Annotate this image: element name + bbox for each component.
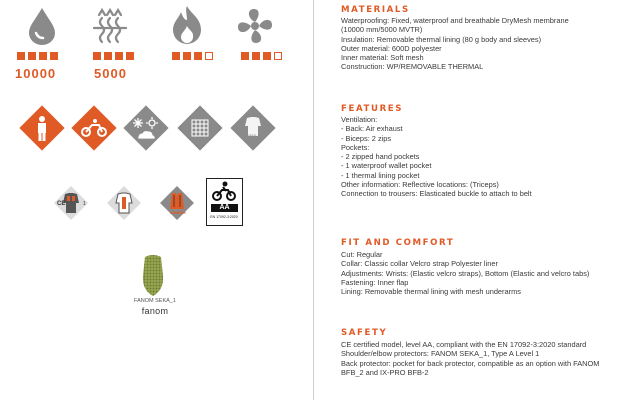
materials-heading: MATERIALS bbox=[341, 5, 410, 15]
breathability-level-bars bbox=[93, 52, 134, 60]
spec-line: - Biceps: 2 zips bbox=[341, 133, 392, 143]
level-square bbox=[172, 52, 180, 60]
safety-list bbox=[341, 340, 599, 377]
usage-person-badge bbox=[18, 104, 66, 152]
level-square bbox=[93, 52, 101, 60]
spec-line: Inner material: Soft mesh bbox=[341, 53, 424, 63]
level-square bbox=[252, 52, 260, 60]
warmth-level-bars bbox=[172, 52, 213, 60]
materials-list bbox=[341, 16, 569, 72]
spec-line: Waterproofing: Fixed, waterproof and breathable DryMesh membrane bbox=[341, 16, 569, 25]
spec-line: - 2 zipped hand pockets bbox=[341, 152, 420, 162]
spec-line: Shoulder/elbow protectors: FANOM SEKA_1, Type A Level 1 bbox=[341, 349, 540, 359]
level-square bbox=[17, 52, 25, 60]
season-weather-badge bbox=[122, 104, 170, 152]
spec-line: Adjustments: Wrists: (Elastic velcro straps), Bottom (Elastic and velcro tabs) bbox=[341, 268, 590, 278]
spec-line: CE certified model, level AA, compliant with the EN 17092-3:2020 standard bbox=[341, 340, 587, 349]
airbag-label: AIRBAG bbox=[170, 210, 186, 215]
ventilation-fan-icon bbox=[235, 6, 275, 51]
spec-line: Other information: Reflective locations: (Triceps) bbox=[341, 180, 499, 190]
spec-line: Back protector: pocket for back protector, compatible as an option with FANOM bbox=[341, 358, 600, 368]
protector-model: FANOM SEKA_1 bbox=[134, 298, 176, 304]
fanom-logo: fanom bbox=[141, 306, 169, 316]
spec-line: (10000 mm/5000 MVTR) bbox=[341, 25, 423, 35]
level-square bbox=[28, 52, 36, 60]
level-square bbox=[39, 52, 47, 60]
warmth-flame-icon bbox=[167, 4, 207, 51]
spec-line: Insulation: Removable thermal lining (80 g body and sleeves) bbox=[341, 34, 542, 44]
spec-line: BFB_2 and IX-PRO BFB-2 bbox=[341, 367, 429, 377]
level-square bbox=[115, 52, 123, 60]
column-divider bbox=[313, 0, 314, 400]
motorcycle-rider-icon bbox=[207, 179, 241, 203]
spec-line: Collar: Classic collar Velcro strap Polyester liner bbox=[341, 259, 498, 269]
spec-line: Ventilation: bbox=[341, 115, 378, 124]
ventilation-level-bars bbox=[241, 52, 282, 60]
airbag-compatible-badge bbox=[159, 185, 195, 221]
usage-motorcycle-badge bbox=[70, 104, 118, 152]
spec-line: Lining: Removable thermal lining with mesh underarms bbox=[341, 287, 521, 297]
breathability-icon bbox=[90, 6, 130, 51]
level-square bbox=[104, 52, 112, 60]
level-square bbox=[263, 52, 271, 60]
spec-line: - 1 thermal lining pocket bbox=[341, 170, 420, 180]
spec-line: Cut: Regular bbox=[341, 250, 383, 259]
level-square bbox=[194, 52, 202, 60]
spec-line: - 1 waterproof wallet pocket bbox=[341, 161, 432, 171]
back-protector-badge bbox=[106, 185, 142, 221]
spec-line: Construction: WP/REMOVABLE THERMAL bbox=[341, 62, 484, 72]
cert-class: AA bbox=[211, 204, 238, 212]
cert-standard: EN 17092-3:2020 bbox=[210, 215, 238, 219]
features-heading: FEATURES bbox=[341, 104, 404, 114]
level-square bbox=[241, 52, 249, 60]
level-square bbox=[274, 52, 282, 60]
level-square bbox=[205, 52, 213, 60]
fit-comfort-heading: FIT AND COMFORT bbox=[341, 238, 455, 248]
spec-line: Connection to trousers: Elasticated buckle to attach to belt bbox=[341, 189, 532, 199]
breathability-rating: 5000 bbox=[94, 66, 127, 81]
regular-fit-badge bbox=[229, 104, 277, 152]
protector-image bbox=[140, 254, 166, 298]
level-square bbox=[126, 52, 134, 60]
mesh-fabric-badge bbox=[176, 104, 224, 152]
spec-line: Pockets: bbox=[341, 142, 370, 152]
features-list bbox=[341, 115, 532, 199]
svg-text:1: 1 bbox=[83, 201, 86, 207]
spec-line: Fastening: Inner flap bbox=[341, 277, 409, 287]
waterproof-rating: 10000 bbox=[15, 66, 57, 81]
level-square bbox=[50, 52, 58, 60]
safety-heading: SAFETY bbox=[341, 328, 388, 338]
fit-comfort-list bbox=[341, 250, 589, 296]
waterproof-level-bars bbox=[17, 52, 58, 60]
ce-protection-badge bbox=[53, 185, 89, 221]
spec-line: - Back: Air exhaust bbox=[341, 124, 403, 134]
level-square bbox=[183, 52, 191, 60]
regular-label: REGULAR bbox=[243, 133, 263, 138]
spec-line: Outer material: 600D polyester bbox=[341, 43, 442, 53]
ce-mark: CE bbox=[57, 201, 66, 207]
certification-label bbox=[206, 178, 243, 226]
waterproof-drop-icon bbox=[25, 6, 59, 51]
